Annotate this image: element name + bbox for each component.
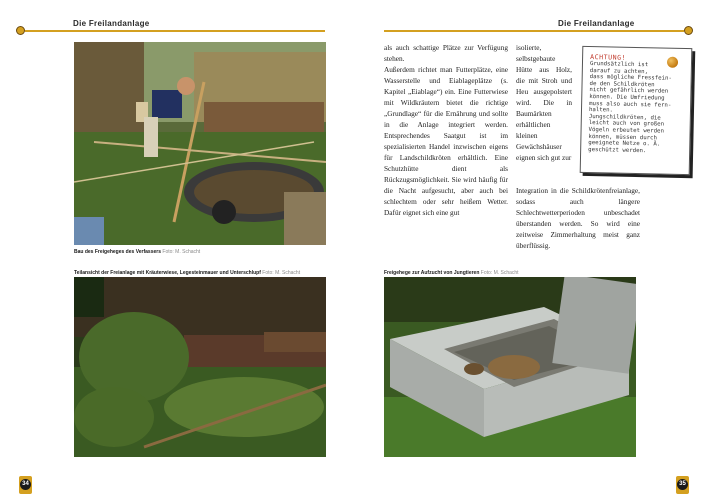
- photo-caption-bottom-right: Freigehege zur Aufzucht von Jungtieren Foto: M. Schacht: [384, 270, 519, 276]
- warning-note: [580, 46, 693, 175]
- text-column-2-top: isolierte, selbstgebaute Hütte aus Holz, die mit Stroh und Heu ausgepolstert wird. Die in Baumärkten erhältlichen kleinen Gewächshäuser eignen sich gut zur: [516, 43, 572, 162]
- text-column-1: als auch schattige Plätze zur Verfügung stehen. Außerdem richtet man Futterplätze, eine Wasserstelle und Eiablageplätze (s. Kapitel „Eiablage“) ein. Eine Futterwiese mit Wildkräutern bietet die richtige „Grundlage“ für die Ernährung und sollte in die Anlage integriert werden. Entsprechendes Saatgut ist im spezialisierten Handel inzwischen eigens für Landschildkröten erhältlich. Eine Schutzhütte dient als Rückzugsmöglichkeit. Sie wird häufig für die Nacht aufgesucht, aber auch bei schlechtem oder sehr heißem Wetter. Dafür eignet sich eine gut: [384, 43, 508, 217]
- photo-juvenile-enclosure: [384, 277, 636, 457]
- page-number-left: 34: [19, 476, 32, 494]
- photo-caption-top-left: Bau des Freigeheges des Verfassers Foto: M. Schacht: [74, 249, 201, 255]
- photo-caption-bottom-left: Teilansicht der Freianlage mit Kräuterwiese, Legesteinmauer und Unterschlupf Foto: M. Schacht: [74, 270, 301, 276]
- header-bullet-left: [16, 26, 25, 35]
- text-column-2-bottom: Integration in die Schildkrötenfreianlage, sodass auch längere Schlechtwetterperioden unbeschadet überstanden werden. So wird eine zeitweise Zimmerhaltung meist ganz überflüssig.: [516, 186, 640, 250]
- page-title-left: Die Freilandanlage: [73, 19, 150, 28]
- photo-enclosure-construction: [74, 42, 326, 245]
- header-rule-left: [25, 30, 325, 32]
- photo-garden-view: [74, 277, 326, 457]
- note-body: Grundsätzlich ist darauf zu achten, dass mögliche Fressfein- de den Schildkröten nicht gefährlich werden können. Die Umfriedung muss also auch sie fern- halten. Jungschildkröten, die leicht auch von großen Vögeln erbeutet werden können, müssen durch geeignete Netze o. Ä. geschützt werden.: [588, 61, 672, 154]
- header-bullet-right: [684, 26, 693, 35]
- note-title: ACHTUNG!: [590, 53, 627, 62]
- page-title-right: Die Freilandanlage: [558, 19, 635, 28]
- page-number-right: 35: [676, 476, 689, 494]
- header-rule-right: [384, 30, 684, 32]
